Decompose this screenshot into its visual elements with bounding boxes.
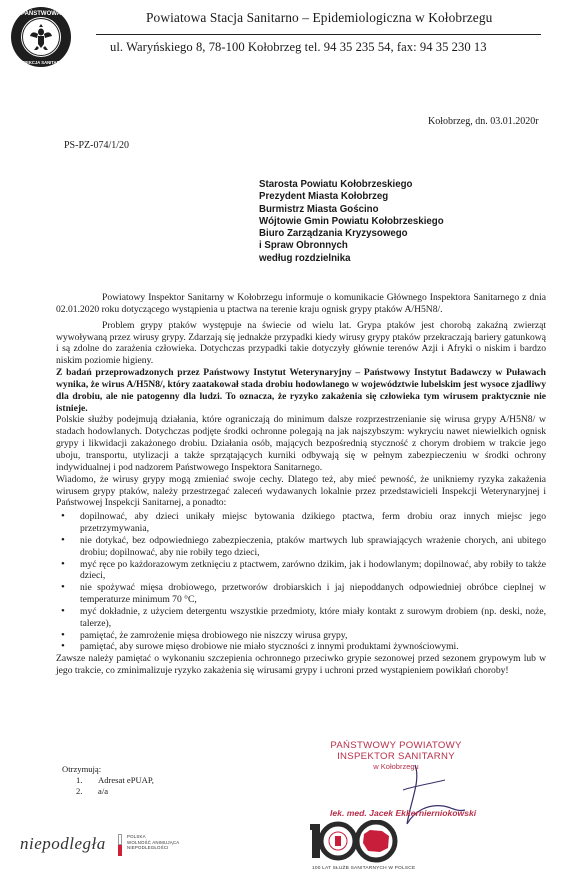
recipients-block — [259, 179, 444, 265]
letter-date: Kołobrzeg, dn. 03.01.2020r — [428, 116, 539, 127]
niepodlegla-logo: niepodległa — [20, 834, 106, 853]
header-divider — [96, 34, 541, 35]
program-caption: POLSKA WOLNOŚĆ ANIMUJĄCA NIEPODLEGŁOŚCI — [127, 834, 180, 851]
list-item: • myć dokładnie, z użyciem detergentu wszystkie przedmioty, które miały kontakt z surowym drobiem (np. deski, noże, talerze), — [80, 606, 546, 630]
anniversary-caption: 100 LAT SŁUŻB SANITARNYCH W POLSCE — [312, 866, 416, 871]
recipient: Biuro Zarządzania Kryzysowego — [259, 228, 408, 240]
svg-text:PAŃSTWOWA: PAŃSTWOWA — [21, 11, 61, 17]
paragraph-intro: Powiatowy Inspektor Sanitarny w Kołobrzegu informuje o komunikacie Głównego Inspektora Sanitarnego z dnia 02.01.2020 roku dotyczącego wystąpienia u ptactwa na terenie kraju ognisk grypy ptaków A/H5N8/. — [56, 292, 546, 315]
distribution-list — [62, 764, 154, 797]
reference-number: PS-PZ-074/1/20 — [64, 140, 130, 151]
recipient: i Spraw Obronnych — [259, 240, 348, 252]
list-item: 2. a/a — [76, 786, 109, 796]
paragraph-research: Z badań przeprowadzonych przez Państwowy Instytut Weterynaryjny – Państwowy Instytut Badawczy w Puławach wynika, że wirus A/H5N8/, który zaatakował stada drobiu hodowlanego w województwie lubelskim jest wysoce zjadliwy dla drobiu, ale nie patogenny dla ludzi. To oznacza, że ryzyko zakażenia się człowieka tym wirusem praktycznie nie istnieje. — [56, 367, 546, 414]
paragraph-problem: Problem grypy ptaków występuje na świecie od wielu lat. Grypa ptaków jest chorobą zakaźną zwierząt wywoływaną przez wirusy grypy. Zdarzają się jednakże przypadki kiedy wirusy grypy ptaków przekraczają bariery gatunkową i są zdolne do zarażenia człowieka. Dotychczas przypadki takie dotyczyły głównie terenów Azji i Afryki o niskim i bardzo niskim poziomie higieny. — [56, 319, 546, 367]
list-item: • myć ręce po każdorazowym zetknięciu z ptactwem, zarówno dzikim, jak i hodowlanym; dopilnować, aby robiły to także dzieci, — [80, 559, 546, 583]
list-item: 1. Adresat ePUAP, — [76, 775, 154, 785]
polish-flag-icon — [118, 834, 122, 856]
recipient: według rozdzielnika — [259, 252, 351, 264]
institution-address: ul. Waryńskiego 8, 78-100 Kołobrzeg tel. 94 35 235 54, fax: 94 35 230 13 — [110, 40, 487, 54]
paragraph-recommendations: Wiadomo, że wirusy grypy mogą zmieniać swoje cechy. Dlatego też, aby mieć pewność, że unikniemy ryzyka zakażenia wirusem grypy ptaków, należy przestrzegać zaleceń wydawanych lokalnie przez przedstawicieli Inspekcji Weterynaryjnej i Państwowej Inspekcji Sanitarnej, a ponadto: — [56, 473, 546, 509]
letter-body — [56, 292, 546, 677]
paragraph-services: Polskie służby podejmują działania, które ograniczają do minimum dalsze rozprzestrzenianie się wirusa grypy A/H5N8/ w stadach hodowlanych. Dotychczas podjęte środki ochronne polegają na jak najszybszym: wykryciu nawet niewielkich ognisk grypy i likwidacji zakażonego drobiu. Działania osób, mających bezpośrednią styczność z chorym drobiem w trakcie jego uboju, transportu, utylizacji a także sprzątających kurniki odbywają się w pełnym zabezpieczeniu w środki ochrony indywidualnej i pod nadzorem Państwowego Inspektora Sanitarnego. — [56, 414, 546, 473]
recipient: Starosta Powiatu Kołobrzeskiego — [259, 179, 413, 190]
list-item: • dopilnować, aby dzieci unikały miejsc bytowania dzikiego ptactwa, ferm drobiu oraz innych miejsc jego przetrzymywania, — [80, 511, 546, 535]
recipient: Wójtowie Gmin Powiatu Kołobrzeskiego — [259, 215, 444, 227]
anniversary-100-logo — [310, 820, 406, 864]
list-item: • nie spożywać mięsa drobiowego, przetworów drobiarskich i jaj niepoddanych odpowiedniej obróbce cieplnej w temperaturze minimum 70 °C, — [80, 582, 546, 606]
inspekcja-sanitarna-logo — [10, 6, 72, 68]
stamp-line: INSPEKTOR SANITARNY — [337, 751, 455, 762]
list-item: • pamiętać, że zamrożenie mięsa drobiowego nie niszczy wirusa grypy, — [80, 630, 546, 642]
paragraph-vaccination: Zawsze należy pamiętać o wykonaniu szczepienia ochronnego przeciwko grypie sezonowej przed sezonem grypowym lub w jego trakcie, co zminimalizuje ryzyko zakażenia się wirusami grypy i uchroni przed wystąpieniem powikłań choroby! — [56, 653, 546, 677]
stamp-line: w Kołobrzegu — [373, 762, 419, 771]
distribution-label: Otrzymują: — [62, 764, 102, 774]
signature-name: lek. med. Jacek Ekkernierniokowski — [330, 808, 477, 818]
recipient: Burmistrz Miasta Gościno — [259, 203, 379, 215]
recommendations-list — [56, 511, 546, 653]
list-item: • nie dotykać, bez odpowiedniego zabezpieczenia, ptaków martwych lub sprawiających wrażenie chorych, ani ubitego drobiu; dopilnować, aby nie robiły tego dzieci, — [80, 535, 546, 559]
recipient: Prezydent Miasta Kołobrzeg — [259, 191, 389, 203]
list-item: • pamiętać, aby surowe mięso drobiowe nie miało styczności z innymi produktami żywnościowymi. — [80, 641, 546, 653]
svg-text:INSPEKCJA SANITARNA: INSPEKCJA SANITARNA — [16, 60, 66, 65]
stamp-line: PAŃSTWOWY POWIATOWY — [330, 740, 462, 751]
institution-name: Powiatowa Stacja Sanitarno – Epidemiologiczna w Kołobrzegu — [146, 10, 493, 25]
